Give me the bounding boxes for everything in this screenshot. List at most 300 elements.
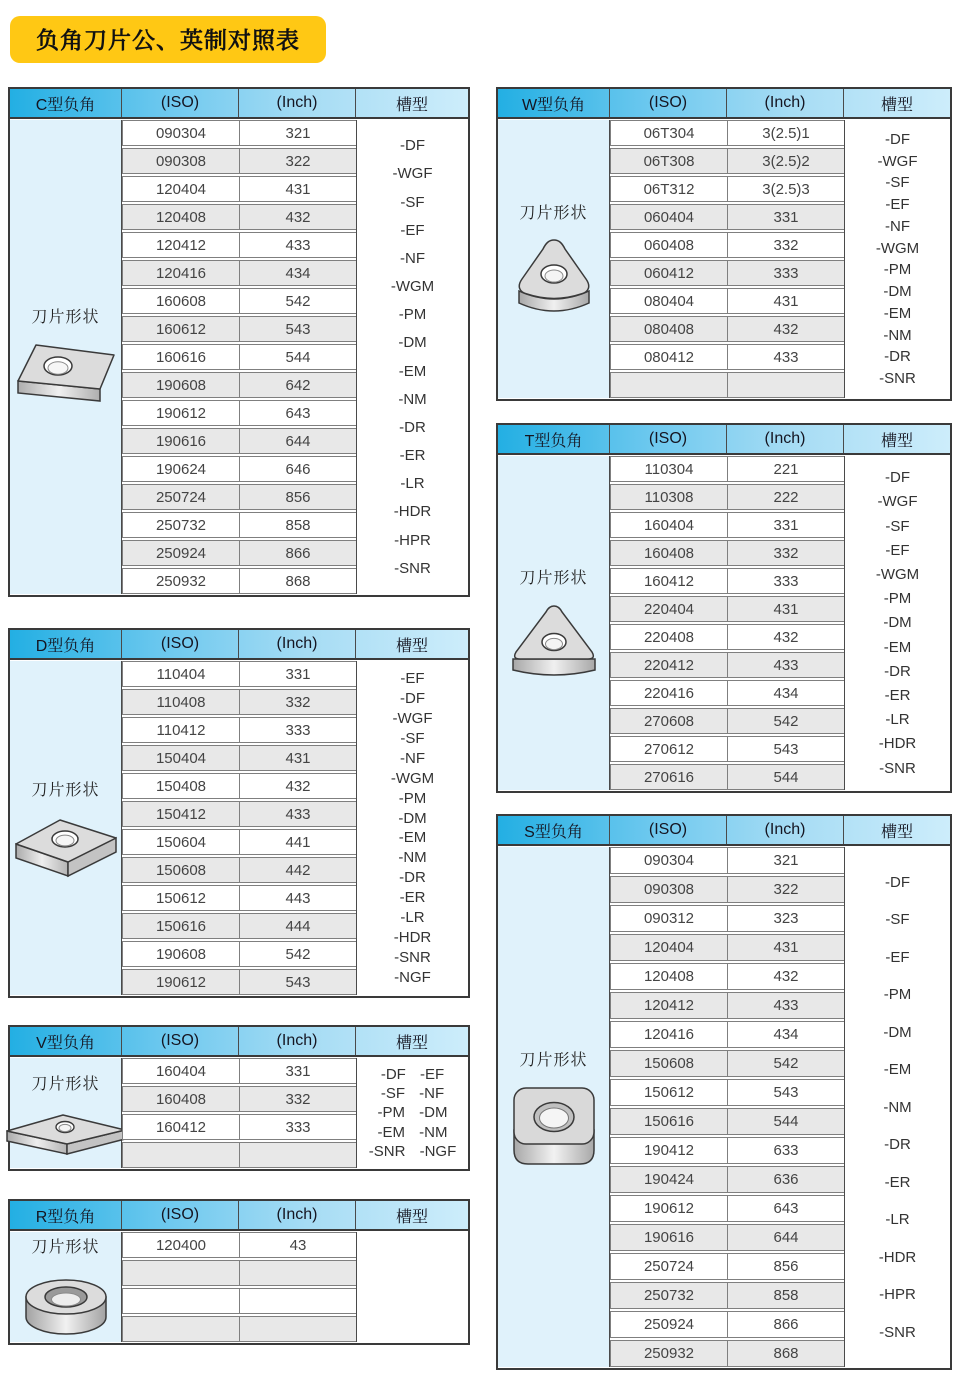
groove-type: -DR [399, 869, 426, 887]
iso-cell: 060412 [610, 260, 728, 286]
groove-type: -WGM [875, 566, 920, 584]
groove-type: -SNR [394, 949, 431, 967]
insert-shape-cell [10, 1058, 122, 1168]
inch-cell: 644 [239, 428, 357, 454]
groove-type: -DF [400, 137, 425, 155]
groove-type: -NF [885, 217, 910, 235]
table-header-row [498, 816, 950, 846]
insert-shape-label: 刀片形状 [31, 1075, 100, 1093]
groove-type: -PM [883, 261, 912, 279]
groove-type: -NM [398, 390, 427, 408]
table-header-row [10, 1027, 468, 1057]
insert-shape-cell [498, 456, 610, 790]
iso-cell: 080408 [610, 316, 728, 342]
insert-shape-label: 刀片形状 [519, 569, 588, 587]
r-type-table [8, 1199, 470, 1345]
groove-type: -NF [400, 749, 425, 767]
inch-cell: 543 [727, 736, 845, 762]
table-header-row [498, 89, 950, 119]
insert-shape-cell [10, 1232, 122, 1342]
inch-cell: 332 [727, 540, 845, 566]
groove-type: -LR [400, 909, 425, 927]
groove-type: -PM [883, 590, 912, 608]
groove-type: -LR [885, 1211, 910, 1228]
inch-cell: 331 [727, 512, 845, 538]
inch-cell: 432 [239, 204, 357, 230]
v-type-iso-header: (ISO) [122, 1027, 239, 1055]
groove-type: -DR [884, 1136, 911, 1153]
inch-cell: 643 [727, 1195, 845, 1222]
insert-shape-label: 刀片形状 [519, 1051, 588, 1069]
table-body [498, 455, 950, 791]
inch-cell: 433 [727, 652, 845, 678]
iso-cell: 220416 [610, 680, 728, 706]
d-type-inch-header: (Inch) [239, 630, 356, 658]
inch-cell: 333 [239, 717, 357, 743]
d-type-table [8, 628, 470, 998]
inch-cell [239, 1316, 357, 1342]
inch-cell: 43 [239, 1232, 357, 1258]
groove-type: -DM [883, 1023, 912, 1041]
groove-type: -DM [883, 283, 912, 301]
iso-cell: 160408 [610, 540, 728, 566]
iso-cell: 110304 [610, 456, 728, 482]
inch-cell: 222 [727, 484, 845, 510]
inch-cell: 221 [727, 456, 845, 482]
iso-cell: 190608 [122, 372, 240, 398]
w-type-iso-header: (ISO) [610, 89, 727, 117]
inch-cell: 868 [239, 568, 357, 594]
groove-type: -WGM [390, 278, 435, 296]
v-type-groove-header: 槽型 [395, 1034, 428, 1052]
s-type-inch-header: (Inch) [727, 816, 844, 844]
inch-cell: 3(2.5)1 [727, 120, 845, 146]
inch-cell: 868 [727, 1340, 845, 1367]
w-type-type-header: W型负角 [498, 89, 610, 117]
iso-cell: 160412 [610, 568, 728, 594]
groove-type: -EF [400, 669, 425, 687]
inch-cell: 543 [239, 969, 357, 995]
iso-cell: 090304 [610, 847, 728, 874]
inch-cell: 544 [727, 1108, 845, 1135]
iso-cell: 110412 [122, 717, 240, 743]
groove-type: -HDR [393, 503, 432, 521]
iso-cell: 150608 [610, 1050, 728, 1077]
iso-cell: 120416 [610, 1021, 728, 1048]
inch-cell: 321 [239, 120, 357, 146]
iso-cell: 220404 [610, 596, 728, 622]
w-insert-icon [504, 237, 604, 319]
iso-cell: 150612 [122, 885, 240, 911]
s-type-groove-header: 槽型 [880, 823, 913, 841]
table-header-row [10, 1201, 468, 1231]
iso-cell: 120416 [122, 260, 240, 286]
r-type-inch-header: (Inch) [239, 1201, 356, 1229]
groove-type: -SNR -NGF [368, 1142, 457, 1160]
iso-cell: 110404 [122, 661, 240, 687]
iso-cell [122, 1260, 240, 1286]
iso-cell: 060404 [610, 204, 728, 230]
inch-cell: 444 [239, 913, 357, 939]
groove-type: -DF [885, 469, 910, 487]
iso-cell: 150608 [122, 857, 240, 883]
inch-cell: 333 [727, 260, 845, 286]
groove-type: -SF [885, 174, 910, 192]
iso-cell: 220408 [610, 624, 728, 650]
inch-cell: 443 [239, 885, 357, 911]
inch-cell: 431 [727, 596, 845, 622]
iso-cell: 160404 [610, 512, 728, 538]
groove-type: -ER [884, 687, 911, 705]
groove-type: -EF [400, 221, 425, 239]
groove-type: -DF [400, 689, 425, 707]
inch-cell: 542 [727, 1050, 845, 1077]
inch-cell: 643 [239, 400, 357, 426]
groove-type: -EF [885, 541, 910, 559]
groove-type: -EF [885, 948, 910, 966]
groove-type: -EM [883, 1061, 912, 1078]
groove-type: -EM [883, 304, 912, 322]
inch-cell: 433 [727, 344, 845, 370]
inch-cell: 331 [239, 1058, 357, 1084]
c-type-iso-header: (ISO) [122, 89, 239, 117]
iso-cell: 190608 [122, 941, 240, 967]
iso-cell: 120404 [122, 176, 240, 202]
inch-cell: 856 [727, 1253, 845, 1280]
inch-cell: 858 [727, 1282, 845, 1309]
groove-type: -WGM [875, 239, 920, 257]
groove-type: -DM [883, 614, 912, 632]
inch-cell [239, 1260, 357, 1286]
c-insert-icon [12, 341, 120, 411]
iso-cell: 06T308 [610, 148, 728, 174]
inch-cell: 434 [239, 260, 357, 286]
iso-cell: 060408 [610, 232, 728, 258]
iso-cell: 150404 [122, 745, 240, 771]
iso-cell [610, 372, 728, 398]
iso-cell: 120408 [610, 963, 728, 990]
iso-cell: 120412 [610, 992, 728, 1019]
inch-cell: 542 [239, 941, 357, 967]
inch-cell: 644 [727, 1224, 845, 1251]
iso-cell: 190424 [610, 1166, 728, 1193]
groove-type: -PM [398, 306, 427, 324]
t-type-groove-header: 槽型 [880, 432, 913, 450]
iso-cell: 110308 [610, 484, 728, 510]
table-body [10, 1057, 468, 1169]
inch-cell: 433 [239, 801, 357, 827]
t-type-iso-header: (ISO) [610, 425, 727, 453]
inch-cell: 322 [727, 876, 845, 903]
groove-type: -NM [883, 1098, 912, 1116]
inch-cell: 431 [239, 176, 357, 202]
inch-cell: 331 [727, 204, 845, 230]
iso-cell: 220412 [610, 652, 728, 678]
t-type-type-header: T型负角 [498, 425, 610, 453]
iso-cell: 190412 [610, 1137, 728, 1164]
groove-type-cell [844, 120, 950, 398]
inch-cell: 543 [239, 316, 357, 342]
table-columns [0, 87, 960, 1370]
iso-cell: 250932 [122, 568, 240, 594]
inch-cell [239, 1288, 357, 1314]
table-body [10, 119, 468, 595]
d-type-iso-header: (ISO) [122, 630, 239, 658]
inch-cell: 332 [727, 232, 845, 258]
inch-cell: 636 [727, 1166, 845, 1193]
inch-cell: 442 [239, 857, 357, 883]
insert-shape-label: 刀片形状 [519, 204, 588, 222]
inch-cell: 434 [727, 1021, 845, 1048]
iso-cell: 06T304 [610, 120, 728, 146]
groove-type-cell [844, 456, 950, 790]
iso-cell: 090308 [610, 876, 728, 903]
r-insert-icon [20, 1271, 112, 1341]
table-header-row [10, 630, 468, 660]
inch-cell: 332 [239, 689, 357, 715]
iso-cell: 190612 [610, 1195, 728, 1222]
inch-cell: 333 [727, 568, 845, 594]
c-type-inch-header: (Inch) [239, 89, 356, 117]
groove-type: -SNR [879, 759, 916, 777]
inch-cell: 432 [727, 316, 845, 342]
r-type-type-header: R型负角 [10, 1201, 122, 1229]
groove-type: -WGF [392, 165, 433, 183]
groove-type: -DF [885, 873, 910, 891]
groove-type: -SNR [879, 370, 916, 388]
groove-type: -NM [398, 849, 427, 867]
d-type-groove-header: 槽型 [395, 637, 428, 655]
iso-cell: 250732 [122, 512, 240, 538]
inch-cell: 431 [727, 288, 845, 314]
groove-type: -NM [883, 326, 912, 344]
groove-type: -SF -NF [380, 1085, 445, 1103]
iso-cell: 150616 [610, 1108, 728, 1135]
iso-cell: 090312 [610, 905, 728, 932]
iso-cell: 080404 [610, 288, 728, 314]
groove-type: -SF [885, 911, 910, 928]
iso-cell [122, 1316, 240, 1342]
insert-shape-label: 刀片形状 [31, 1238, 100, 1256]
insert-shape-label: 刀片形状 [31, 781, 100, 799]
iso-cell: 270616 [610, 764, 728, 790]
inch-cell: 543 [727, 1079, 845, 1106]
iso-cell: 120412 [122, 232, 240, 258]
inch-cell: 633 [727, 1137, 845, 1164]
insert-shape-cell [10, 120, 122, 594]
t-type-inch-header: (Inch) [727, 425, 844, 453]
inch-cell: 432 [727, 624, 845, 650]
inch-cell: 544 [727, 764, 845, 790]
groove-type-cell [356, 661, 468, 995]
iso-cell: 190616 [610, 1224, 728, 1251]
groove-type: -LR [400, 475, 425, 493]
d-type-type-header: D型负角 [10, 630, 122, 658]
c-type-table [8, 87, 470, 597]
iso-cell: 190612 [122, 969, 240, 995]
inch-cell: 331 [239, 661, 357, 687]
iso-cell: 250932 [610, 1340, 728, 1367]
iso-cell: 190616 [122, 428, 240, 454]
groove-type: -DM [398, 334, 427, 352]
iso-cell: 160612 [122, 316, 240, 342]
groove-type: -EM -NM [377, 1123, 448, 1141]
inch-cell: 858 [239, 512, 357, 538]
inch-cell: 323 [727, 905, 845, 932]
groove-type: -WGF [877, 493, 918, 511]
inch-cell [727, 372, 845, 398]
right-column [496, 87, 952, 1370]
inch-cell: 432 [239, 773, 357, 799]
insert-shape-cell [10, 661, 122, 995]
iso-cell: 190612 [122, 400, 240, 426]
iso-cell [122, 1142, 240, 1168]
c-type-type-header: C型负角 [10, 89, 122, 117]
r-type-iso-header: (ISO) [122, 1201, 239, 1229]
iso-cell: 150604 [122, 829, 240, 855]
d-insert-icon [10, 814, 122, 880]
groove-type: -DF [885, 130, 910, 148]
groove-type: -DR [884, 662, 911, 680]
groove-type: -ER [399, 889, 426, 907]
groove-type: -EM [883, 638, 912, 656]
inch-cell: 3(2.5)2 [727, 148, 845, 174]
groove-type: -NGF [394, 969, 431, 986]
iso-cell: 150612 [610, 1079, 728, 1106]
iso-cell: 250724 [610, 1253, 728, 1280]
inch-cell: 542 [727, 708, 845, 734]
groove-type: -EF [885, 196, 910, 214]
iso-cell: 120400 [122, 1232, 240, 1258]
table-body [10, 1231, 468, 1343]
t-insert-icon [504, 602, 604, 682]
w-type-table [496, 87, 952, 401]
s-type-table [496, 814, 952, 1370]
iso-cell: 250924 [122, 540, 240, 566]
page-title: 负角刀片公、英制对照表 [10, 16, 326, 63]
iso-cell [122, 1288, 240, 1314]
table-header-row [10, 89, 468, 119]
inch-cell: 866 [239, 540, 357, 566]
groove-type: -SNR [394, 559, 431, 577]
iso-cell: 090304 [122, 120, 240, 146]
inch-cell: 322 [239, 148, 357, 174]
table-body [498, 119, 950, 399]
groove-type: -DR [884, 348, 911, 366]
inch-cell: 433 [239, 232, 357, 258]
groove-type: -DM [398, 809, 427, 827]
r-type-groove-header: 槽型 [395, 1208, 428, 1226]
iso-cell: 160404 [122, 1058, 240, 1084]
groove-type: -EM [398, 362, 427, 380]
groove-type: -SF [885, 517, 910, 535]
iso-cell: 120408 [122, 204, 240, 230]
groove-type: -ER [399, 447, 426, 465]
s-insert-icon [506, 1084, 602, 1168]
v-type-table [8, 1025, 470, 1171]
iso-cell: 190624 [122, 456, 240, 482]
iso-cell: 160616 [122, 344, 240, 370]
w-type-inch-header: (Inch) [727, 89, 844, 117]
inch-cell: 866 [727, 1311, 845, 1338]
inch-cell: 434 [727, 680, 845, 706]
inch-cell: 544 [239, 344, 357, 370]
iso-cell: 270608 [610, 708, 728, 734]
inch-cell [239, 1142, 357, 1168]
inch-cell: 321 [727, 847, 845, 874]
iso-cell: 270612 [610, 736, 728, 762]
groove-type: -HDR [393, 929, 432, 947]
v-insert-icon [5, 1108, 127, 1156]
iso-cell: 160412 [122, 1114, 240, 1140]
t-type-table [496, 423, 952, 793]
groove-type: -WGF [392, 709, 433, 727]
inch-cell: 333 [239, 1114, 357, 1140]
iso-cell: 250724 [122, 484, 240, 510]
s-type-iso-header: (ISO) [610, 816, 727, 844]
c-type-groove-header: 槽型 [395, 96, 428, 114]
iso-cell: 160408 [122, 1086, 240, 1112]
iso-cell: 110408 [122, 689, 240, 715]
left-column [8, 87, 470, 1345]
groove-type: -SF [400, 729, 425, 747]
groove-type-cell [356, 1232, 468, 1342]
insert-shape-label: 刀片形状 [31, 308, 100, 326]
groove-type-cell [844, 847, 950, 1367]
inch-cell: 856 [239, 484, 357, 510]
groove-type: -WGF [877, 152, 918, 170]
groove-type: -PM [883, 986, 912, 1003]
groove-type: -HPR [394, 531, 431, 549]
iso-cell: 120404 [610, 934, 728, 961]
groove-type: -DR [399, 418, 426, 436]
groove-type: -HDR [878, 1248, 917, 1266]
iso-cell: 06T312 [610, 176, 728, 202]
w-type-groove-header: 槽型 [880, 96, 913, 114]
groove-type: -LR [885, 711, 910, 729]
iso-cell: 090308 [122, 148, 240, 174]
groove-type: -SF [400, 193, 425, 211]
iso-cell: 160608 [122, 288, 240, 314]
iso-cell: 080412 [610, 344, 728, 370]
insert-shape-cell [498, 120, 610, 398]
groove-type: -HDR [878, 735, 917, 753]
inch-cell: 642 [239, 372, 357, 398]
iso-cell: 250924 [610, 1311, 728, 1338]
groove-type-cell [356, 120, 468, 594]
inch-cell: 3(2.5)3 [727, 176, 845, 202]
groove-type: -WGM [390, 769, 435, 787]
iso-cell: 250732 [610, 1282, 728, 1309]
table-header-row [498, 425, 950, 455]
iso-cell: 150616 [122, 913, 240, 939]
groove-type: -PM [398, 789, 427, 807]
iso-cell: 150412 [122, 801, 240, 827]
inch-cell: 431 [239, 745, 357, 771]
inch-cell: 431 [727, 934, 845, 961]
groove-type: -PM -DM [377, 1104, 448, 1122]
inch-cell: 332 [239, 1086, 357, 1112]
inch-cell: 433 [727, 992, 845, 1019]
groove-type: -EM [398, 829, 427, 847]
s-type-type-header: S型负角 [498, 816, 610, 844]
groove-type: -ER [884, 1173, 911, 1191]
inch-cell: 646 [239, 456, 357, 482]
table-body [10, 660, 468, 996]
v-type-type-header: V型负角 [10, 1027, 122, 1055]
groove-type: -SNR [879, 1323, 916, 1341]
inch-cell: 542 [239, 288, 357, 314]
